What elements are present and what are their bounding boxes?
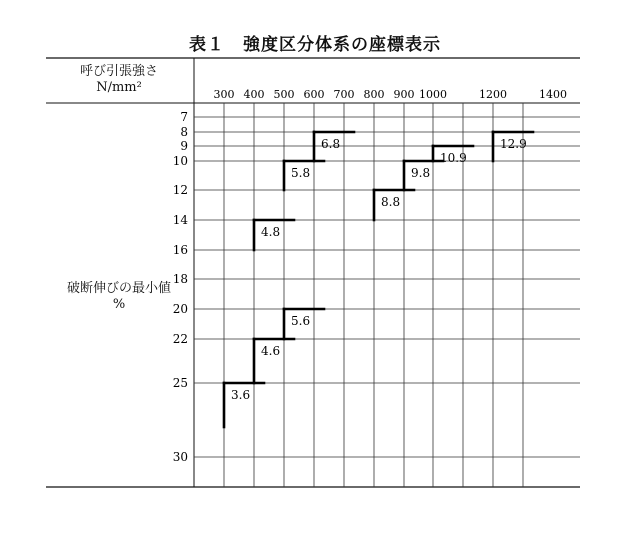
x-axis-unit: N/mm² [96,80,142,95]
y-tick-label: 25 [172,376,188,390]
x-tick-label: 1400 [539,88,567,101]
x-tick-label: 1000 [419,88,447,101]
x-tick-label: 900 [393,88,415,101]
x-axis-title-text: 呼び引張強さ [79,64,158,79]
class-label: 4.8 [261,225,281,239]
class-label: 5.6 [291,314,311,328]
class-label: 8.8 [381,195,401,209]
x-tick-label: 500 [273,88,295,101]
y-tick-label: 12 [172,183,188,197]
class-label: 6.8 [321,137,341,151]
y-tick-label: 8 [180,125,188,139]
y-tick-label: 20 [172,302,188,316]
y-tick-label: 14 [172,213,188,227]
x-tick-label: 1200 [479,88,507,101]
y-axis-title-text: 破断伸びの最小値 [66,281,171,296]
class-label: 4.6 [261,344,281,358]
y-tick-label: 16 [172,243,188,257]
x-tick-label: 400 [243,88,265,101]
class-label: 5.8 [291,166,311,180]
class-label: 3.6 [231,388,251,402]
x-tick-label: 700 [333,88,355,101]
y-tick-label: 10 [172,154,188,168]
y-tick-label: 30 [172,450,188,464]
table-title: 表１ 強度区分体系の座標表示 [189,35,441,55]
class-label: 12.9 [500,137,527,151]
x-tick-label: 300 [213,88,235,101]
class-label: 9.8 [411,166,431,180]
x-tick-label: 800 [363,88,385,101]
y-tick-label: 22 [172,332,188,346]
y-tick-label: 18 [172,272,188,286]
class-label: 10.9 [440,151,467,165]
y-axis-unit: % [112,297,126,312]
y-tick-label: 9 [180,139,188,153]
x-tick-label: 600 [303,88,325,101]
y-tick-label: 7 [180,110,188,124]
